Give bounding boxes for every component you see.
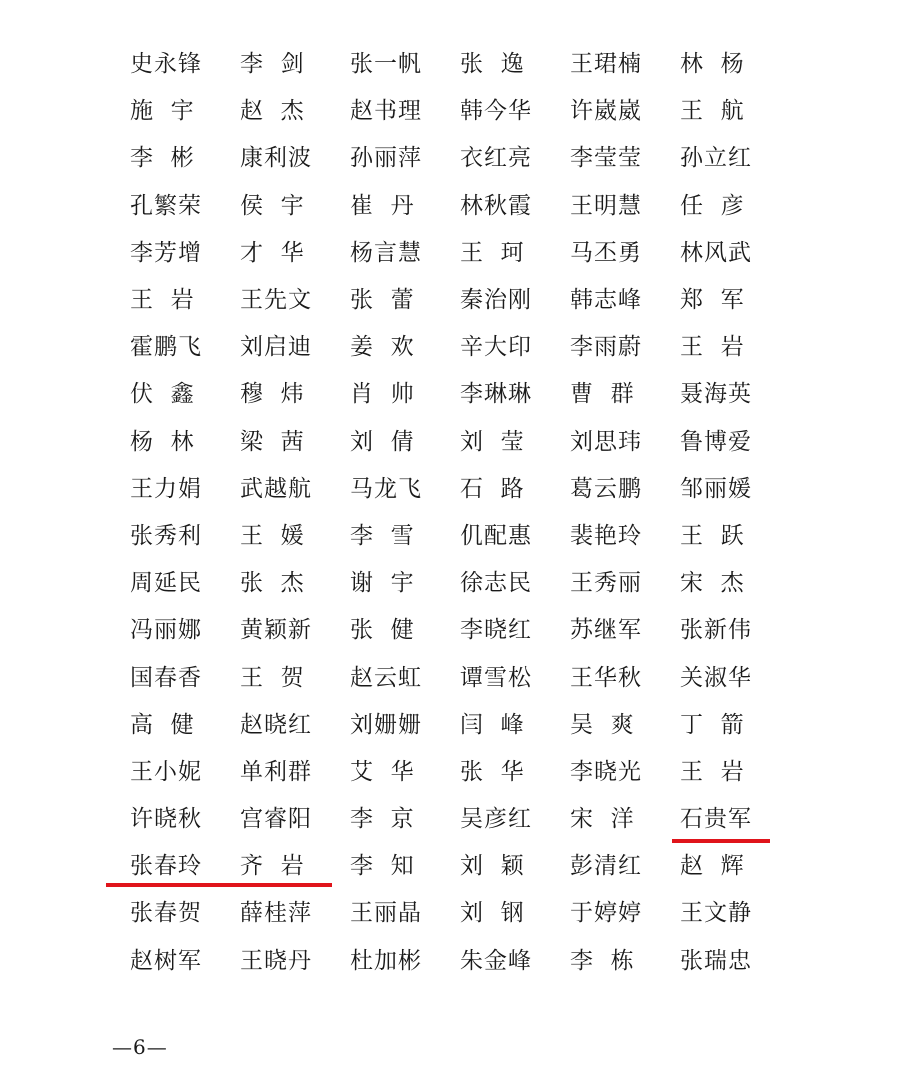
name-cell (122, 416, 232, 463)
person-name: 马丕勇 (570, 239, 642, 266)
name-cell (342, 132, 452, 179)
person-name: 李 剑 (240, 51, 305, 78)
name-cell (232, 699, 342, 746)
name-cell (562, 38, 672, 85)
name-cell (342, 793, 452, 840)
person-name: 王力娟 (130, 475, 202, 502)
person-name: 王文静 (680, 900, 752, 927)
name-cell (452, 321, 562, 368)
name-cell (672, 227, 782, 274)
person-name: 刘姗姗 (350, 711, 422, 738)
name-row (122, 85, 782, 132)
person-name: 王秀丽 (570, 570, 642, 597)
person-name: 邹丽媛 (680, 475, 752, 502)
person-name: 林 杨 (680, 51, 745, 78)
name-cell (562, 180, 672, 227)
name-cell (562, 935, 672, 982)
person-name: 单利群 (240, 758, 312, 785)
name-cell (232, 510, 342, 557)
person-name: 王小妮 (130, 758, 202, 785)
person-name: 薛桂萍 (240, 900, 312, 927)
person-name: 刘启迪 (240, 334, 312, 361)
name-cell (562, 463, 672, 510)
person-name: 李琳琳 (460, 381, 532, 408)
name-cell (232, 368, 342, 415)
name-cell (232, 935, 342, 982)
name-cell (232, 180, 342, 227)
person-name: 李 彬 (130, 145, 195, 172)
name-cell (122, 557, 232, 604)
name-cell (122, 604, 232, 651)
name-cell (122, 38, 232, 85)
person-name: 王 媛 (240, 522, 305, 549)
person-name: 石 路 (460, 475, 525, 502)
person-name: 赵晓红 (240, 711, 312, 738)
name-cell (122, 746, 232, 793)
person-name: 赵 辉 (680, 853, 745, 880)
name-cell (562, 604, 672, 651)
person-name: 石贵军 (680, 806, 752, 833)
person-name: 谭雪松 (460, 664, 532, 691)
person-name: 王先文 (240, 287, 312, 314)
name-row (122, 38, 782, 85)
name-cell (672, 840, 782, 887)
person-name: 王 岩 (680, 334, 745, 361)
person-name: 李 京 (350, 806, 415, 833)
person-name: 史永锋 (130, 51, 202, 78)
name-cell (342, 604, 452, 651)
name-row (122, 180, 782, 227)
person-name: 孔繁荣 (130, 192, 202, 219)
person-name: 丁 箭 (680, 711, 745, 738)
name-row (122, 368, 782, 415)
person-name: 宋 洋 (570, 806, 635, 833)
name-cell (342, 85, 452, 132)
name-cell (672, 416, 782, 463)
person-name: 仉配惠 (460, 522, 532, 549)
name-cell (232, 416, 342, 463)
person-name: 康利波 (240, 145, 312, 172)
name-cell (232, 463, 342, 510)
name-cell (342, 463, 452, 510)
person-name: 彭清红 (570, 853, 642, 880)
name-cell (122, 699, 232, 746)
name-cell (672, 699, 782, 746)
name-row (122, 227, 782, 274)
person-name: 刘 倩 (350, 428, 415, 455)
person-name: 国春香 (130, 664, 202, 691)
person-name: 张春玲 (130, 853, 202, 880)
person-name: 林风武 (680, 239, 752, 266)
person-name: 赵 杰 (240, 98, 305, 125)
person-name: 韩志峰 (570, 287, 642, 314)
name-cell (672, 132, 782, 179)
name-cell (342, 38, 452, 85)
name-cell (232, 38, 342, 85)
person-name: 张一帆 (350, 51, 422, 78)
person-name: 梁 茜 (240, 428, 305, 455)
name-cell (122, 510, 232, 557)
person-name: 武越航 (240, 475, 312, 502)
name-row (122, 604, 782, 651)
name-cell (452, 227, 562, 274)
person-name: 张春贺 (130, 900, 202, 927)
person-name: 王 珂 (460, 239, 525, 266)
name-cell (122, 180, 232, 227)
person-name: 秦治刚 (460, 287, 532, 314)
person-name: 关淑华 (680, 664, 752, 691)
name-cell (232, 746, 342, 793)
name-cell (452, 85, 562, 132)
name-cell (122, 368, 232, 415)
name-cell (342, 227, 452, 274)
person-name: 齐 岩 (240, 853, 305, 880)
person-name: 杜加彬 (350, 947, 422, 974)
person-name: 赵云虹 (350, 664, 422, 691)
person-name: 王明慧 (570, 192, 642, 219)
name-cell (562, 651, 672, 698)
person-name: 鲁博爱 (680, 428, 752, 455)
person-name: 王丽晶 (350, 900, 422, 927)
person-name: 王 岩 (130, 287, 195, 314)
name-cell (562, 887, 672, 934)
person-name: 穆 炜 (240, 381, 305, 408)
person-name: 王珺楠 (570, 51, 642, 78)
person-name: 任 彦 (680, 192, 745, 219)
name-row (122, 699, 782, 746)
name-cell (232, 132, 342, 179)
person-name: 林秋霞 (460, 192, 532, 219)
person-name: 艾 华 (350, 758, 415, 785)
person-name: 辛大印 (460, 334, 532, 361)
name-row (122, 321, 782, 368)
name-cell (672, 557, 782, 604)
name-cell (122, 793, 232, 840)
name-cell (342, 746, 452, 793)
person-name: 王 岩 (680, 758, 745, 785)
name-cell (122, 840, 232, 887)
name-cell (452, 38, 562, 85)
name-cell (562, 699, 672, 746)
name-cell (452, 274, 562, 321)
person-name: 宋 杰 (680, 570, 745, 597)
person-name: 李雨蔚 (570, 334, 642, 361)
name-cell (672, 793, 782, 840)
name-cell (342, 699, 452, 746)
person-name: 李晓红 (460, 617, 532, 644)
name-cell (562, 793, 672, 840)
person-name: 郑 军 (680, 287, 745, 314)
name-cell (122, 274, 232, 321)
name-cell (562, 85, 672, 132)
name-cell (232, 651, 342, 698)
name-cell (452, 699, 562, 746)
name-cell (672, 274, 782, 321)
person-name: 施 宇 (130, 98, 195, 125)
person-name: 裴艳玲 (570, 522, 642, 549)
person-name: 曹 群 (570, 381, 635, 408)
person-name: 吴 爽 (570, 711, 635, 738)
person-name: 赵书理 (350, 98, 422, 125)
red-underline-shi-guijun (672, 839, 770, 843)
person-name: 周延民 (130, 570, 202, 597)
person-name: 张新伟 (680, 617, 752, 644)
name-cell (672, 38, 782, 85)
name-cell (342, 416, 452, 463)
person-name: 张 逸 (460, 51, 525, 78)
name-cell (452, 180, 562, 227)
person-name: 王 跃 (680, 522, 745, 549)
person-name: 王晓丹 (240, 947, 312, 974)
name-cell (232, 793, 342, 840)
person-name: 朱金峰 (460, 947, 532, 974)
person-name: 李 知 (350, 853, 415, 880)
person-name: 王 航 (680, 98, 745, 125)
name-row (122, 510, 782, 557)
name-cell (672, 368, 782, 415)
name-cell (672, 604, 782, 651)
name-row (122, 935, 782, 982)
name-cell (342, 321, 452, 368)
name-cell (342, 368, 452, 415)
name-cell (452, 416, 562, 463)
name-cell (452, 368, 562, 415)
person-name: 侯 宇 (240, 192, 305, 219)
person-name: 宫睿阳 (240, 806, 312, 833)
name-cell (342, 935, 452, 982)
person-name: 李 雪 (350, 522, 415, 549)
person-name: 才 华 (240, 239, 305, 266)
name-cell (342, 887, 452, 934)
name-cell (672, 935, 782, 982)
name-cell (232, 887, 342, 934)
person-name: 刘 颖 (460, 853, 525, 880)
person-name: 许晓秋 (130, 806, 202, 833)
person-name: 孙立红 (680, 145, 752, 172)
name-row (122, 840, 782, 887)
page-number: —6— (112, 1035, 168, 1059)
name-cell (342, 651, 452, 698)
name-row (122, 557, 782, 604)
name-cell (342, 510, 452, 557)
person-name: 杨言慧 (350, 239, 422, 266)
name-row (122, 746, 782, 793)
name-cell (672, 746, 782, 793)
name-cell (342, 557, 452, 604)
person-name: 姜 欢 (350, 334, 415, 361)
name-cell (452, 132, 562, 179)
person-name: 李 栋 (570, 947, 635, 974)
name-cell (232, 604, 342, 651)
person-name: 刘思玮 (570, 428, 642, 455)
name-cell (452, 887, 562, 934)
person-name: 张 健 (350, 617, 415, 644)
name-cell (672, 887, 782, 934)
person-name: 谢 宇 (350, 570, 415, 597)
name-cell (562, 746, 672, 793)
person-name: 冯丽娜 (130, 617, 202, 644)
name-cell (562, 840, 672, 887)
name-cell (562, 132, 672, 179)
name-cell (232, 274, 342, 321)
person-name: 黄颖新 (240, 617, 312, 644)
name-cell (672, 463, 782, 510)
name-cell (452, 604, 562, 651)
name-cell (232, 85, 342, 132)
person-name: 王 贺 (240, 664, 305, 691)
person-name: 张 华 (460, 758, 525, 785)
person-name: 于婷婷 (570, 900, 642, 927)
name-cell (342, 274, 452, 321)
name-cell (122, 463, 232, 510)
person-name: 肖 帅 (350, 381, 415, 408)
name-cell (452, 463, 562, 510)
name-cell (672, 651, 782, 698)
name-cell (452, 557, 562, 604)
person-name: 许崴崴 (570, 98, 642, 125)
name-cell (122, 132, 232, 179)
person-name: 伏 鑫 (130, 381, 195, 408)
person-name: 葛云鹏 (570, 475, 642, 502)
name-cell (672, 85, 782, 132)
name-row (122, 651, 782, 698)
name-row (122, 132, 782, 179)
person-name: 聂海英 (680, 381, 752, 408)
name-cell (562, 227, 672, 274)
name-row (122, 887, 782, 934)
name-cell (122, 651, 232, 698)
name-cell (562, 510, 672, 557)
person-name: 韩今华 (460, 98, 532, 125)
name-cell (122, 85, 232, 132)
person-name: 马龙飞 (350, 475, 422, 502)
name-cell (562, 416, 672, 463)
name-cell (452, 793, 562, 840)
person-name: 李莹莹 (570, 145, 642, 172)
person-name: 李芳增 (130, 239, 202, 266)
name-cell (122, 227, 232, 274)
name-cell (452, 746, 562, 793)
person-name: 刘 钢 (460, 900, 525, 927)
name-row (122, 416, 782, 463)
person-name: 衣红亮 (460, 145, 532, 172)
person-name: 张 杰 (240, 570, 305, 597)
name-cell (562, 368, 672, 415)
name-cell (672, 510, 782, 557)
name-cell (232, 321, 342, 368)
person-name: 王华秋 (570, 664, 642, 691)
name-cell (452, 935, 562, 982)
name-cell (122, 887, 232, 934)
name-cell (122, 321, 232, 368)
person-name: 张瑞忠 (680, 947, 752, 974)
name-cell (452, 840, 562, 887)
name-cell (232, 557, 342, 604)
name-cell (342, 840, 452, 887)
name-cell (452, 651, 562, 698)
person-name: 李晓光 (570, 758, 642, 785)
name-cell (342, 180, 452, 227)
name-row (122, 274, 782, 321)
person-name: 张秀利 (130, 522, 202, 549)
name-cell (672, 321, 782, 368)
person-name: 徐志民 (460, 570, 532, 597)
name-cell (562, 557, 672, 604)
name-row (122, 793, 782, 840)
person-name: 张 蕾 (350, 287, 415, 314)
person-name: 霍鹏飞 (130, 334, 202, 361)
red-underline-zhang-chunling-qi-yan (106, 883, 332, 887)
person-name: 崔 丹 (350, 192, 415, 219)
name-cell (562, 274, 672, 321)
name-row (122, 463, 782, 510)
name-cell (232, 840, 342, 887)
person-name: 高 健 (130, 711, 195, 738)
person-name: 刘 莹 (460, 428, 525, 455)
person-name: 吴彦红 (460, 806, 532, 833)
person-name: 苏继军 (570, 617, 642, 644)
name-cell (452, 510, 562, 557)
person-name: 赵树军 (130, 947, 202, 974)
name-cell (232, 227, 342, 274)
person-name: 杨 林 (130, 428, 195, 455)
name-cell (562, 321, 672, 368)
name-cell (672, 180, 782, 227)
name-cell (122, 935, 232, 982)
person-name: 孙丽萍 (350, 145, 422, 172)
person-name: 闫 峰 (460, 711, 525, 738)
